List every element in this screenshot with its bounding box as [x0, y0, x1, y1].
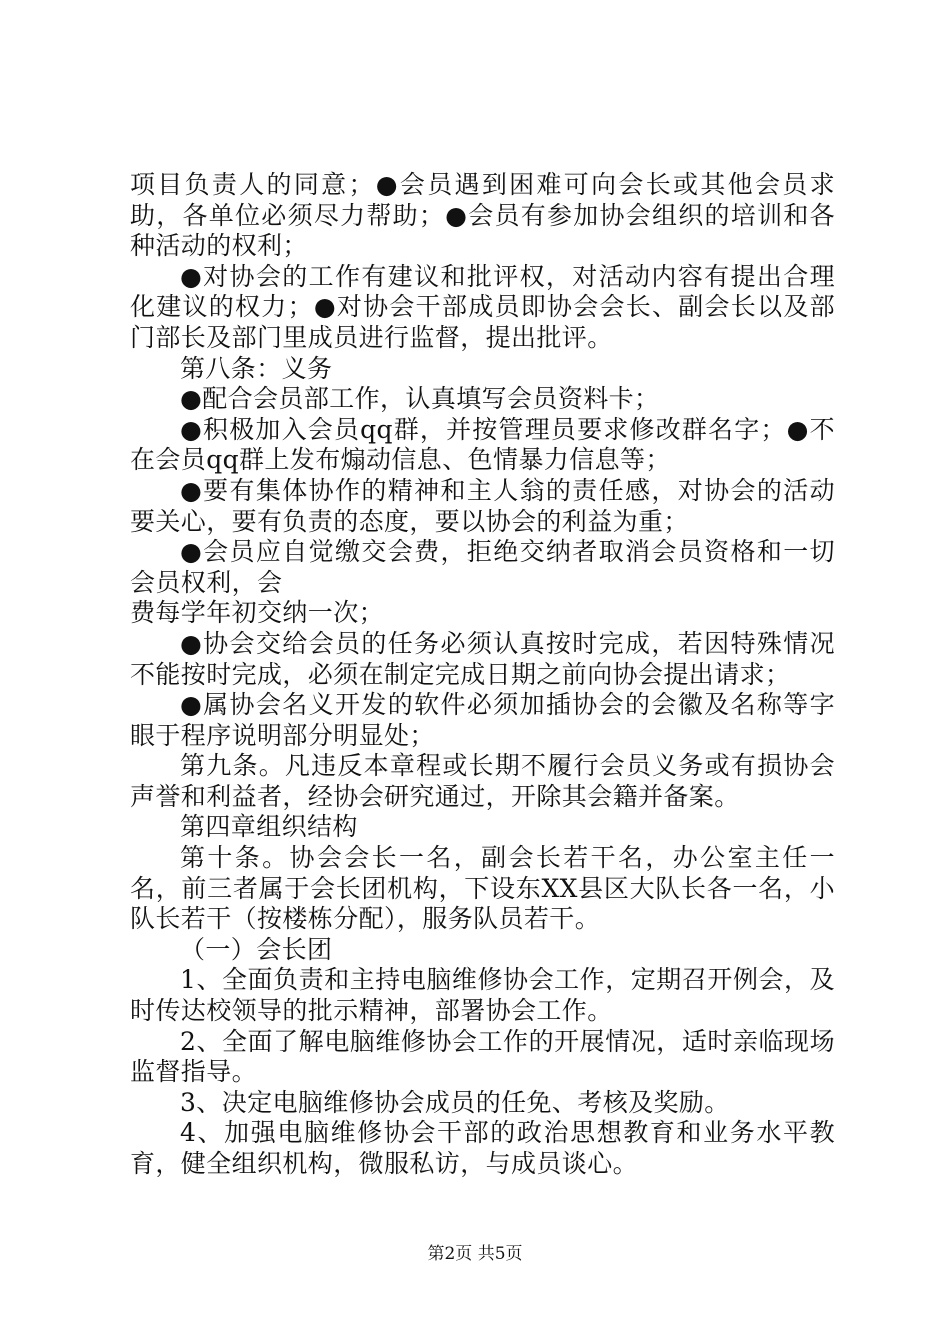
paragraph-5: ●积极加入会员qq群，并按管理员要求修改群名字；●不在会员qq群上发布煽动信息、色情暴力信息等；	[130, 414, 835, 475]
section-1-heading: （一）会长团	[180, 934, 333, 964]
paragraph-8: 费每学年初交纳一次；	[130, 598, 385, 628]
item-1: 1、全面负责和主持电脑维修协会工作，定期召开例会，及时传达校领导的批示精神，部署协会工作。	[130, 965, 835, 1026]
item-3: 3、决定电脑维修协会成员的任免、考核及奖励。	[180, 1087, 730, 1117]
paragraph-10: ●属协会名义开发的软件必须加插协会的会徽及名称等字眼于程序说明部分明显处；	[130, 690, 835, 750]
paragraph-2: ●对协会的工作有建议和批评权，对活动内容有提出合理化建议的权力；●对协会干部成员即协会会长、副会长以及部门部长及部门里成员进行监督，提出批评。	[130, 261, 835, 352]
paragraph-9: ●协会交给会员的任务必须认真按时完成，若因特殊情况不能按时完成，必须在制定完成日期之前向协会提出请求；	[130, 628, 835, 689]
paragraph-4: ●配合会员部工作，认真填写会员资料卡；	[180, 384, 660, 414]
item-4: 4、加强电脑维修协会干部的政治思想教育和业务水平教育，健全组织机构，微服私访，与成员谈心。	[130, 1118, 835, 1178]
paragraph-7: ●会员应自觉缴交会费，拒绝交纳者取消会员资格和一切会员权利，会	[130, 537, 835, 597]
page-footer: 第2页 共5页	[427, 1244, 523, 1264]
article-9: 第九条。凡违反本章程或长期不履行会员义务或有损协会声誉和利益者，经协会研究通过，开除其会籍并备案。	[130, 751, 835, 811]
paragraph-1: 项目负责人的同意；●会员遇到困难可向会长或其他会员求助，各单位必须尽力帮助；●会员有参加协会组织的培训和各种活动的权利；	[130, 170, 835, 261]
chapter-4-heading: 第四章组织结构	[180, 812, 358, 842]
article-8-heading: 第八条：义务	[180, 353, 333, 383]
document-body	[130, 170, 835, 1180]
article-10: 第十条。协会会长一名，副会长若干名，办公室主任一名，前三者属于会长团机构，下设东XX县区大队长各一名，小队长若干（按楼栋分配），服务队员若干。	[130, 843, 835, 934]
paragraph-6: ●要有集体协作的精神和主人翁的责任感，对协会的活动要关心，要有负责的态度，要以协会的利益为重；	[130, 475, 835, 536]
item-2: 2、全面了解电脑维修协会工作的开展情况，适时亲临现场监督指导。	[130, 1026, 835, 1087]
